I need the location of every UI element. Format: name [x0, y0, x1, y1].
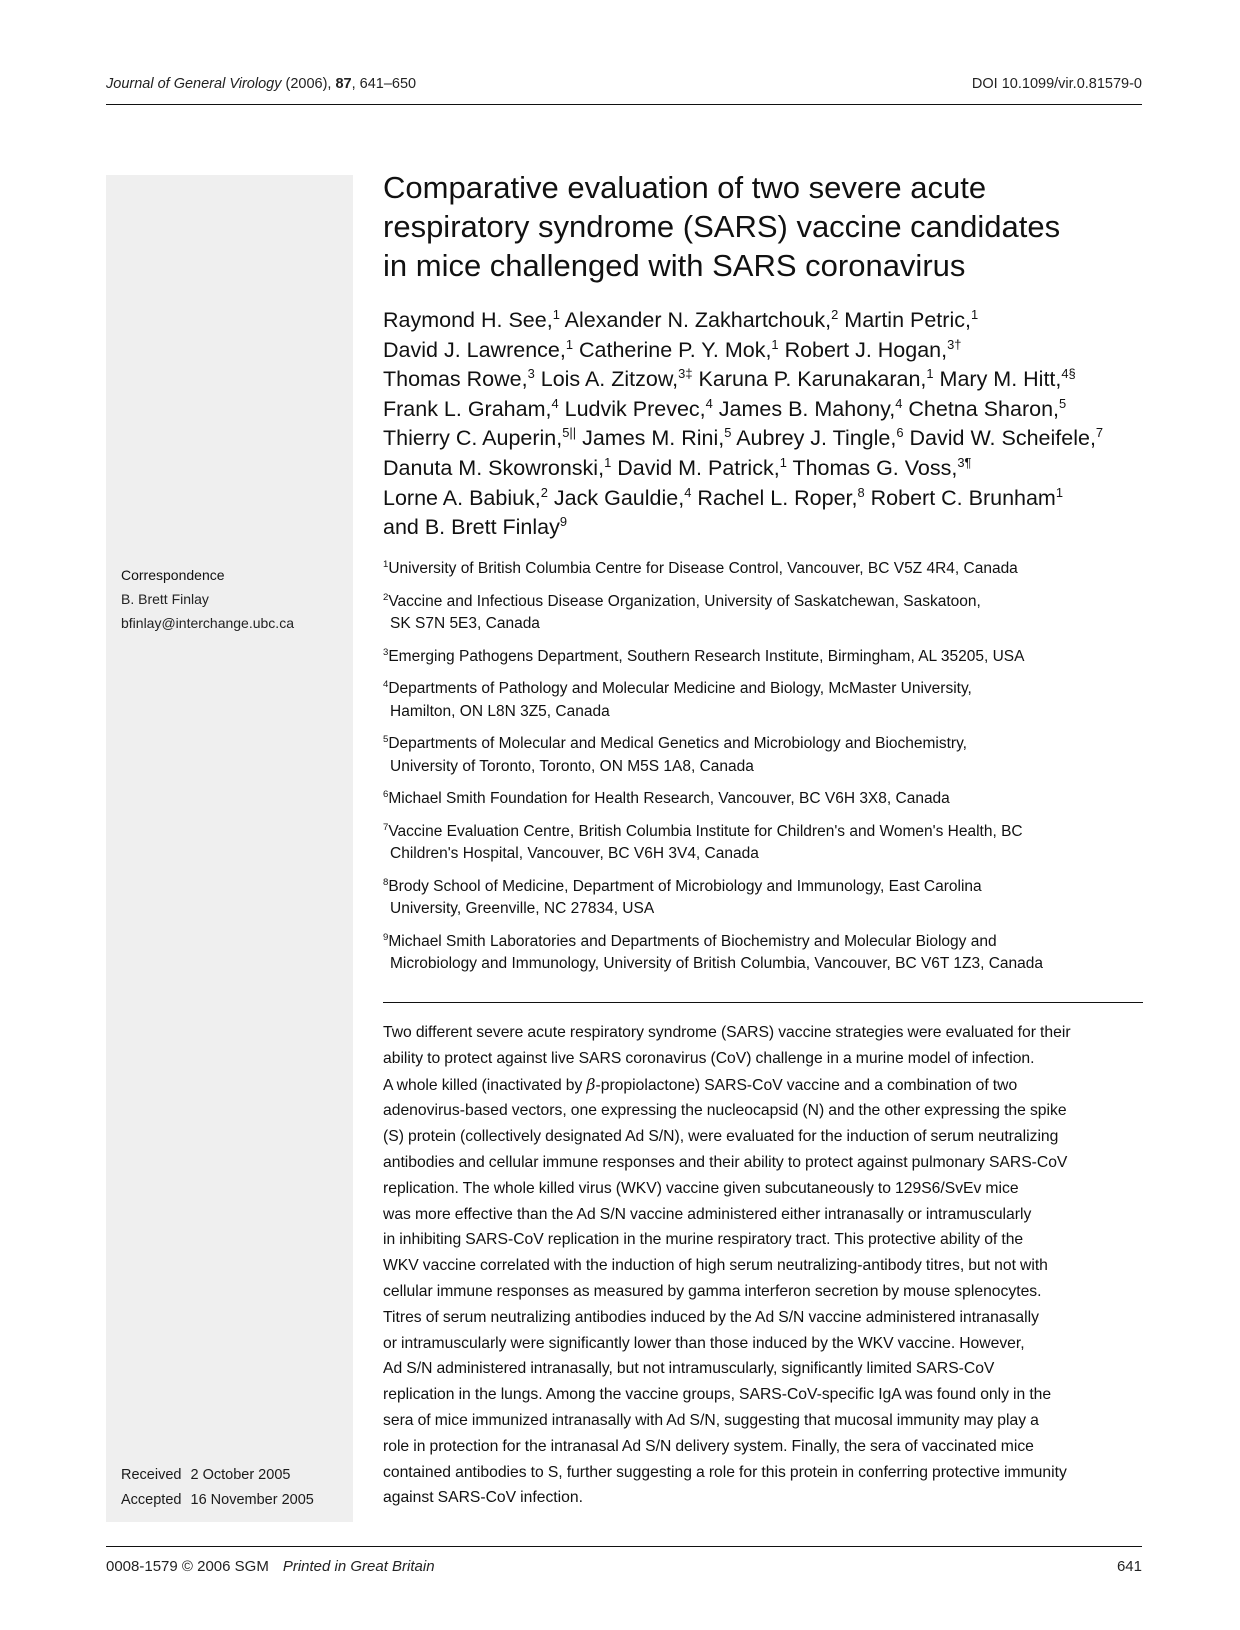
author-name: Robert J. Hogan,: [778, 337, 948, 362]
author-name: Danuta M. Skowronski,: [383, 455, 605, 480]
affiliation-text: University, Greenville, NC 27834, USA: [390, 900, 655, 917]
author-name: Robert C. Brunham: [864, 485, 1056, 510]
author-name: Lois A. Zitzow,: [534, 367, 679, 392]
printed-in: Printed in Great Britain: [282, 1558, 435, 1575]
author-affiliation-marker: 7: [1095, 425, 1104, 441]
affiliation-text: Hamilton, ON L8N 3Z5, Canada: [390, 702, 610, 720]
author-affiliation-marker: 1: [926, 366, 934, 382]
abstract-line: in inhibiting SARS-CoV replication in the murine respiratory tract. This protective ability of the: [383, 1231, 1024, 1249]
abstract-line: cellular immune responses as measured by gamma interferon secretion by mouse splenocytes.: [383, 1282, 1042, 1300]
issn-copyright: 0008-1579 © 2006 SGM: [106, 1558, 269, 1575]
author-affiliation-marker: 1: [779, 454, 787, 470]
doi: [972, 76, 1142, 92]
affiliation-text: SK S7N 5E3, Canada: [390, 615, 540, 632]
affiliation-number: 6: [383, 788, 389, 800]
author-name: David M. Patrick,: [611, 455, 780, 480]
correspondence-email[interactable]: bfinlay@interchange.ubc.ca: [121, 615, 294, 631]
received-row: [121, 1463, 314, 1488]
sidebar: [106, 175, 353, 1522]
affiliation-number: 1: [383, 558, 389, 570]
affiliation-text: Vaccine and Infectious Disease Organization, University of Saskatchewan, Saskatoon,: [388, 592, 981, 610]
footer-rule: [106, 1546, 1142, 1547]
doi-label: DOI: [971, 76, 998, 92]
affiliation-text: Departments of Pathology and Molecular Medicine and Biology, McMaster University,: [388, 680, 972, 697]
abstract: [383, 1020, 1145, 1511]
author-name: Rachel L. Roper,: [691, 485, 858, 510]
author-affiliation-marker: 1: [604, 454, 612, 470]
affiliation-number: 2: [383, 591, 389, 603]
affiliation-item: [383, 558, 1153, 581]
author-name: Ludvik Prevec,: [558, 396, 706, 421]
journal-pages: , 641–650: [351, 76, 417, 92]
abstract-line: adenovirus-based vectors, one expressing the nucleocapsid (N) and the other expressing the spike: [383, 1102, 1067, 1120]
correspondence-block: [121, 563, 294, 635]
affiliation-number: 3: [383, 646, 389, 658]
author-affiliation-marker: 5: [724, 425, 732, 441]
author-line: [383, 395, 1153, 425]
author-affiliation-marker: 1: [1055, 484, 1064, 500]
affiliation-text: University of British Columbia Centre for Disease Control, Vancouver, BC V5Z 4R4, Canada: [388, 560, 1018, 577]
abstract-line: replication. The whole killed virus (WKV) vaccine given subcutaneously to 129S6/SvEv mice: [383, 1179, 1019, 1197]
author-name: Thierry C. Auperin,: [383, 426, 563, 451]
author-name: James M. Rini,: [576, 426, 725, 451]
affiliation-text: Michael Smith Laboratories and Departments of Biochemistry and Molecular Biology and: [388, 932, 997, 950]
author-line: [383, 454, 1153, 484]
abstract-line: replication in the lungs. Among the vaccine groups, SARS-CoV-specific IgA was found only in the: [383, 1386, 1052, 1404]
author-affiliation-marker: 2: [540, 484, 548, 500]
abstract-line: against SARS-CoV infection.: [383, 1489, 583, 1507]
abstract-line: ability to protect against live SARS coronavirus (CoV) challenge in a murine model of infection.: [383, 1049, 1035, 1067]
author-name: Jack Gauldie,: [547, 485, 685, 510]
author-list: [383, 306, 1153, 543]
author-affiliation-marker: 3¶: [957, 454, 972, 470]
author-name: Lorne A. Babiuk,: [383, 485, 541, 510]
dates-block: [121, 1463, 314, 1513]
abstract-line: role in protection for the intranasal Ad S/N delivery system. Finally, the sera of vaccinated mice: [383, 1437, 1034, 1455]
doi-value[interactable]: 10.1099/vir.0.81579-0: [1001, 76, 1142, 92]
author-name: Martin Petric,: [838, 308, 971, 332]
affiliation-text: Emerging Pathogens Department, Southern Research Institute, Birmingham, AL 35205, USA: [388, 647, 1025, 665]
author-affiliation-marker: 4§: [1061, 366, 1076, 382]
abstract-line: Ad S/N administered intranasally, but not intramuscularly, significantly limited SARS-CoV: [383, 1360, 995, 1378]
author-affiliation-marker: 9: [559, 514, 568, 529]
affiliation-number: 8: [383, 876, 389, 888]
author-line: [383, 306, 1153, 336]
affiliation-text: Vaccine Evaluation Centre, British Columbia Institute for Children's and Women's Health, BC: [388, 822, 1023, 840]
affiliation-text: Brody School of Medicine, Department of Microbiology and Immunology, East Carolina: [388, 877, 982, 895]
affiliation-text: University of Toronto, Toronto, ON M5S 1A8, Canada: [390, 757, 754, 775]
author-affiliation-marker: 4: [551, 395, 559, 411]
author-affiliation-marker: 1: [552, 306, 560, 322]
page-number: 641: [1116, 1558, 1142, 1575]
author-affiliation-marker: 3†: [947, 336, 962, 352]
author-name: Mary M. Hitt,: [933, 367, 1062, 392]
received-label: Received: [121, 1467, 182, 1483]
author-line: [383, 424, 1153, 454]
author-name: Frank L. Graham,: [383, 396, 552, 421]
abstract-line: antibodies and cellular immune responses and their ability to protect against pulmonary SARS-CoV: [383, 1153, 1068, 1171]
author-name: David W. Scheifele,: [903, 426, 1096, 451]
journal-volume: 87: [335, 76, 352, 92]
title-line: in mice challenged with SARS coronavirus: [383, 248, 966, 283]
abstract-line: sera of mice immunized intranasally with Ad S/N, suggesting that mucosal immunity may play a: [383, 1411, 1039, 1429]
author-name: Aubrey J. Tingle,: [731, 426, 897, 451]
header-rule: [106, 104, 1142, 105]
received-date: 2 October 2005: [190, 1467, 291, 1483]
author-name: Alexander N. Zakhartchouk,: [559, 308, 832, 332]
abstract-line: Titres of serum neutralizing antibodies induced by the Ad S/N vaccine administered intranasally: [383, 1308, 1039, 1326]
correspondence-name: B. Brett Finlay: [121, 591, 209, 607]
author-affiliation-marker: 3: [527, 366, 535, 382]
author-affiliation-marker: 4: [705, 395, 713, 411]
author-line: [383, 336, 1153, 366]
author-name: Thomas G. Voss,: [786, 455, 958, 480]
abstract-line: (S) protein (collectively designated Ad S/N), were evaluated for the induction of serum neutralizing: [383, 1128, 1059, 1146]
journal-year: (2006),: [285, 76, 332, 92]
correspondence-label: Correspondence: [121, 567, 225, 583]
affiliation-number: 5: [383, 733, 389, 745]
author-name: Karuna P. Karunakaran,: [692, 367, 927, 392]
footer-left: [106, 1558, 435, 1575]
affiliation-item: [383, 821, 1153, 866]
affiliation-item: [383, 931, 1153, 976]
title-line: respiratory syndrome (SARS) vaccine candidates: [383, 209, 1061, 244]
journal-citation: [106, 76, 416, 92]
abstract-line: contained antibodies to S, further suggesting a role for this protein in conferring protective immunity: [383, 1463, 1067, 1481]
author-affiliation-marker: 1: [565, 336, 574, 352]
abstract-line: A whole killed (inactivated by β-propiolactone) SARS-CoV vaccine and a combination of two: [383, 1074, 1018, 1094]
accepted-label: Accepted: [121, 1492, 182, 1508]
author-affiliation-marker: 8: [857, 484, 865, 500]
affiliation-text: Children's Hospital, Vancouver, BC V6H 3V4, Canada: [390, 845, 759, 862]
accepted-date: 16 November 2005: [190, 1492, 314, 1508]
author-affiliation-marker: 3‡: [678, 366, 693, 382]
author-line: [383, 365, 1153, 395]
affiliation-item: [383, 733, 1153, 778]
abstract-line: or intramuscularly were significantly lower than those induced by the WKV vaccine. However,: [383, 1334, 1025, 1352]
beta-symbol: β: [586, 1074, 596, 1094]
author-name: David J. Lawrence,: [383, 337, 566, 362]
author-affiliation-marker: 5||: [562, 425, 577, 441]
affiliation-number: 9: [383, 931, 389, 943]
author-affiliation-marker: 4: [684, 484, 692, 500]
affiliation-item: [383, 591, 1153, 636]
abstract-line: was more effective than the Ad S/N vaccine administered either intranasally or intramuscularly: [383, 1205, 1032, 1223]
affiliation-text: Departments of Molecular and Medical Genetics and Microbiology and Biochemistry,: [388, 735, 967, 752]
affiliation-item: [383, 678, 1153, 723]
author-name: Raymond H. See,: [383, 308, 553, 332]
author-affiliation-marker: 1: [771, 336, 779, 352]
affiliation-text: Michael Smith Foundation for Health Research, Vancouver, BC V6H 3X8, Canada: [388, 790, 950, 807]
author-affiliation-marker: 1: [970, 306, 979, 322]
author-affiliation-marker: 5: [1059, 395, 1067, 411]
affiliation-item: [383, 646, 1153, 669]
affiliation-list: [383, 558, 1153, 986]
author-name: Chetna Sharon,: [902, 396, 1060, 421]
author-line: [383, 513, 1153, 543]
author-name: Thomas Rowe,: [383, 367, 528, 392]
abstract-rule: [383, 1002, 1143, 1003]
accepted-row: [121, 1488, 314, 1513]
affiliation-number: 4: [383, 678, 389, 690]
author-affiliation-marker: 6: [896, 425, 904, 441]
author-name: James B. Mahony,: [712, 396, 896, 421]
title-line: Comparative evaluation of two severe acute: [383, 170, 987, 205]
author-name: and B. Brett Finlay: [383, 515, 560, 540]
journal-name: Journal of General Virology: [106, 76, 282, 92]
affiliation-text: Microbiology and Immunology, University of British Columbia, Vancouver, BC V6T 1Z3, Canada: [390, 955, 1044, 972]
article-title: [383, 168, 1143, 285]
author-name: Catherine P. Y. Mok,: [573, 337, 772, 362]
author-affiliation-marker: 4: [895, 395, 903, 411]
abstract-line: Two different severe acute respiratory syndrome (SARS) vaccine strategies were evaluated for their: [383, 1024, 1071, 1041]
author-line: [383, 484, 1153, 514]
affiliation-number: 7: [383, 821, 389, 833]
affiliation-item: [383, 876, 1153, 921]
abstract-line: WKV vaccine correlated with the induction of high serum neutralizing-antibody titres, but not with: [383, 1257, 1048, 1275]
affiliation-item: [383, 788, 1153, 811]
author-affiliation-marker: 2: [831, 306, 839, 322]
